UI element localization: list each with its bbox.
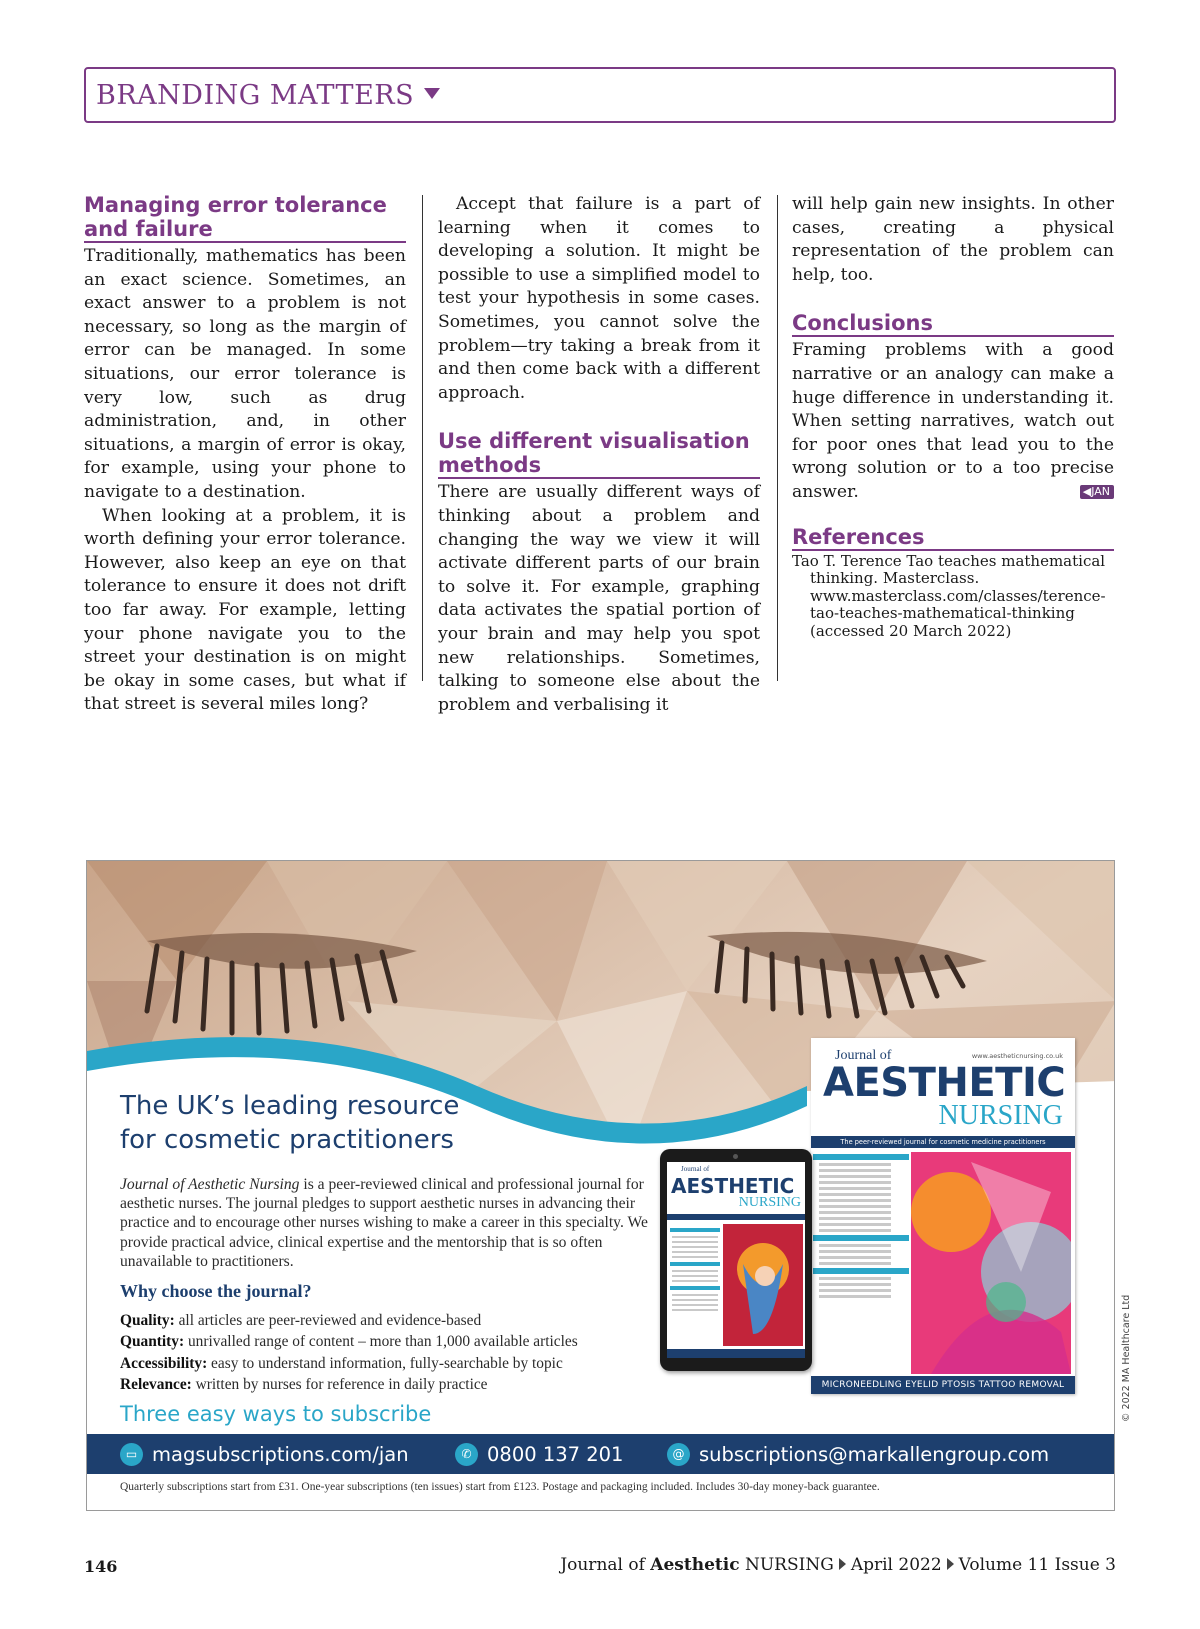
running-footer (560, 1555, 1116, 1575)
monitor-icon: ▭ (120, 1443, 143, 1466)
journal-name: Journal of Aesthetic Nursing (120, 1176, 300, 1193)
heading-managing-error: Managing error tolerance and failure (84, 193, 406, 243)
email-contact[interactable] (667, 1443, 1049, 1466)
cover-tagline: The peer-reviewed journal for cosmetic medicine practitioners (811, 1136, 1075, 1148)
tablet-title-nursing: NURSING (738, 1195, 801, 1210)
article-column-2 (438, 193, 760, 717)
web-contact[interactable] (120, 1443, 409, 1466)
paragraph: Traditionally, mathematics has been an exact science. Sometimes, an exact answer to a problem is not necessary, so long as the margin of error can be managed. In some situations, our error tolerance is very low, such as drug administration, and, in other situations, a margin of error is okay, for example, using your phone to navigate to a destination. (84, 246, 406, 502)
ad-headline (120, 1089, 660, 1157)
column-divider (777, 195, 778, 681)
reason-text: all articles are peer-reviewed and evidence-based (174, 1312, 482, 1329)
phone-contact[interactable] (455, 1443, 623, 1466)
why-heading: Why choose the journal? (120, 1281, 312, 1301)
heading-references: References (792, 525, 1114, 551)
cover-journal-of: Journal of (835, 1048, 892, 1063)
arrow-right-icon (947, 1558, 954, 1570)
intro-text: is a peer-reviewed clinical and professional journal for aesthetic nurses. The journal pledges to support aesthetic nurses in advancing their practice and to encourage other nurses wishing to make a career in this specialty. We provide practical advice, clinical expertise and the mentorship that is so often unavailable to practitioners. (120, 1176, 648, 1270)
list-item (120, 1374, 660, 1395)
tablet-artwork (723, 1224, 803, 1346)
footer-journal-suffix: NURSING (739, 1555, 834, 1575)
phone-number[interactable]: 0800 137 201 (487, 1442, 624, 1466)
footer-volume: Volume 11 Issue 3 (958, 1555, 1116, 1575)
section-header (84, 67, 1116, 123)
tablet-screen (667, 1162, 805, 1358)
reason-term: Accessibility: (120, 1354, 208, 1372)
end-mark-label: JAN (1091, 484, 1110, 498)
tablet-title-aesthetic: AESTHETIC (671, 1174, 795, 1198)
cover-title-aesthetic: AESTHETIC (823, 1060, 1066, 1106)
paragraph: When looking at a problem, it is worth defining your error tolerance. However, also keep an eye on that tolerance to ensure it does not drift too far away. For example, letting your phone navigate you to the street your destination is on might be okay in some cases, but what if that street is several miles long? (84, 505, 406, 715)
headline-line-1: The UK’s leading resource (120, 1091, 460, 1121)
fine-print: Quarterly subscriptions start from £31. One-year subscriptions (ten issues) start from £123. Postage and packaging included. Includes 30-day money-back guarantee. (120, 1481, 880, 1493)
reason-text: unrivalled range of content – more than 1,000 available articles (184, 1333, 578, 1351)
cover-contents (813, 1154, 909, 1301)
reference-entry: Tao T. Terence Tao teaches mathematical thinking. Masterclass. www.masterclass.com/classes/terence-tao-teaches-mathematical-thinking (accessed 20 March 2022) (792, 551, 1106, 640)
heading-visualisation: Use different visualisation methods (438, 429, 760, 479)
subscribe-heading: Three easy ways to subscribe (120, 1402, 432, 1426)
cover-title-nursing: NURSING (938, 1100, 1063, 1131)
tablet-device (660, 1149, 812, 1371)
arrow-right-icon (839, 1558, 846, 1570)
paragraph: will help gain new insights. In other cases, creating a physical representation of the problem can help, too. (792, 194, 1114, 285)
ad-intro (120, 1175, 655, 1271)
paragraph: There are usually different ways of thinking about a problem and changing the way we view it will activate different parts of our brain to solve it. For example, graphing data activates the spatial portion of your brain and may help you spot new relationships. Sometimes, talking to someone else about the problem and verbalising it (438, 482, 760, 715)
cover-url: www.aestheticnursing.co.uk (971, 1052, 1063, 1060)
end-mark-badge: ◀JAN (1080, 485, 1114, 499)
page-number: 146 (84, 1557, 118, 1576)
contact-bar (87, 1434, 1115, 1474)
conclusion-text: Framing problems with a good narrative or an analogy can make a huge difference in understanding it. When setting narratives, watch out for poor ones that lead you to the wrong solution or to a too precise answer. (792, 340, 1114, 502)
copyright-text: © 2022 MA Healthcare Ltd (1121, 1294, 1132, 1422)
footer-journal-bold: Aesthetic (650, 1555, 740, 1575)
paragraph: Accept that failure is a part of learning when it comes to developing a solution. It might be possible to use a simplified model to test your hypothesis in some cases. Sometimes, you cannot solve the problem—try taking a break from it and then come back with a different approach. (438, 194, 760, 403)
reason-term: Quality: (120, 1312, 175, 1329)
cover-artwork (911, 1152, 1071, 1374)
article-column-1 (84, 193, 406, 717)
list-item (120, 1310, 660, 1331)
subscription-advert (86, 860, 1115, 1511)
magazine-cover (811, 1038, 1075, 1394)
web-link[interactable]: magsubscriptions.com/jan (152, 1442, 409, 1466)
email-link[interactable]: subscriptions@markallengroup.com (699, 1442, 1050, 1466)
footer-issue-date: April 2022 (850, 1555, 942, 1575)
tablet-journal-of: Journal of (681, 1165, 710, 1173)
column-divider (422, 195, 423, 681)
reason-term: Relevance: (120, 1376, 192, 1394)
paragraph (792, 339, 1114, 504)
at-sign-icon: @ (667, 1443, 690, 1466)
headline-line-2: for cosmetic practitioners (120, 1125, 454, 1155)
reason-term: Quantity: (120, 1333, 185, 1351)
reason-text: written by nurses for reference in daily practice (191, 1376, 488, 1394)
camera-icon (733, 1154, 738, 1159)
section-label: BRANDING MATTERS (96, 79, 415, 111)
list-item (120, 1353, 660, 1374)
footer-journal-prefix: Journal of (560, 1555, 651, 1575)
caret-down-icon (424, 88, 440, 99)
list-item (120, 1331, 660, 1352)
article-column-3 (792, 193, 1114, 641)
reason-text: easy to understand information, fully-searchable by topic (207, 1354, 563, 1372)
heading-conclusions: Conclusions (792, 311, 1114, 337)
tablet-contents (670, 1224, 720, 1314)
cover-footer: MICRONEEDLING EYELID PTOSIS TATTOO REMOVAL (811, 1376, 1075, 1394)
reasons-list (120, 1310, 660, 1396)
phone-icon: ✆ (455, 1443, 478, 1466)
